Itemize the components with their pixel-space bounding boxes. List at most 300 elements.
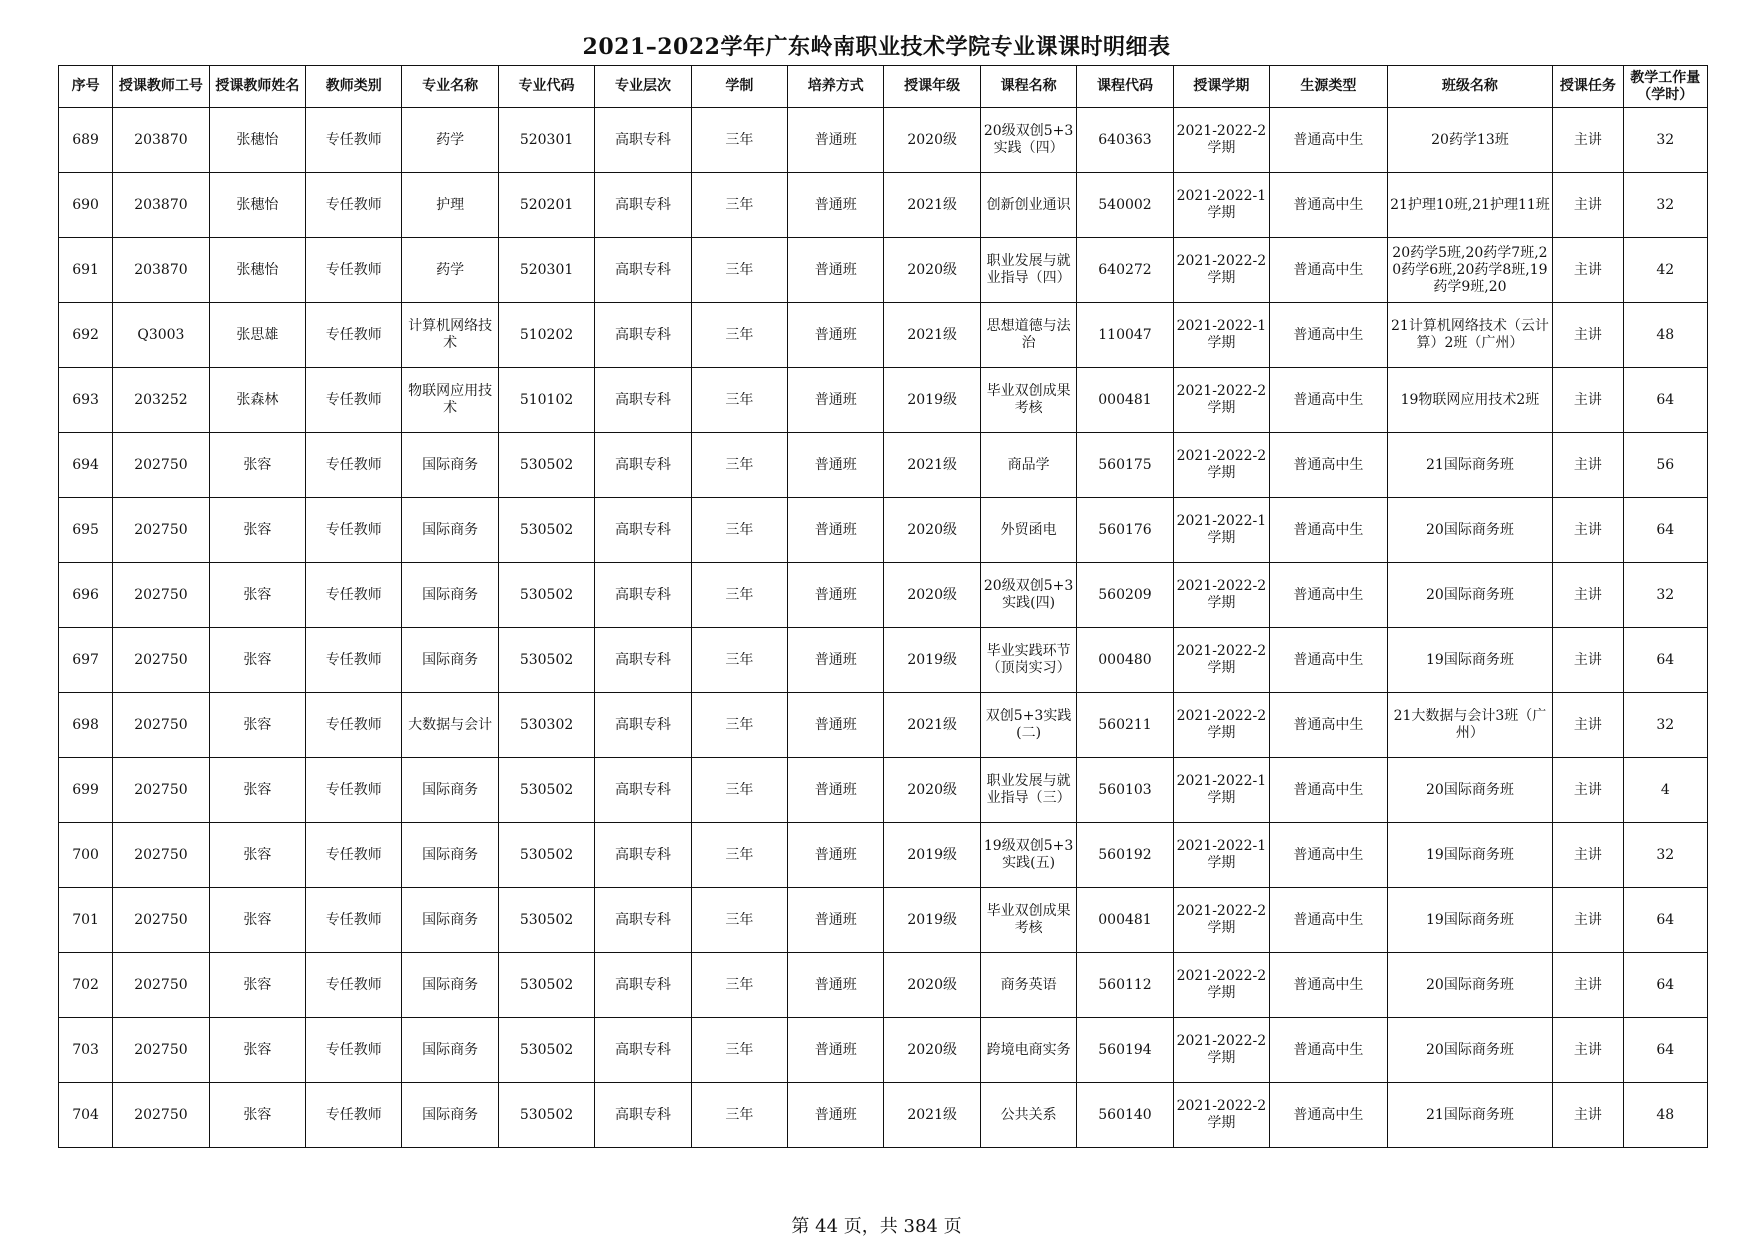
table-cell <box>691 758 787 823</box>
cell-text: 专任教师 <box>325 781 382 798</box>
table-body <box>59 108 1708 1148</box>
cell-text: 560211 <box>1098 716 1152 733</box>
table-cell <box>691 628 787 693</box>
cell-text: 张容 <box>243 456 272 473</box>
table-cell <box>59 563 113 628</box>
table-cell <box>691 888 787 953</box>
cell-text: 普通班 <box>814 391 857 408</box>
cell-text: 主讲 <box>1573 131 1602 148</box>
cell-text: 张容 <box>243 586 272 603</box>
table-cell <box>113 563 209 628</box>
table-cell <box>1173 238 1269 303</box>
table-cell <box>1077 173 1173 238</box>
table-cell <box>884 693 980 758</box>
cell-text: 普通高中生 <box>1293 1041 1364 1058</box>
cell-text: 2020级 <box>907 781 957 798</box>
table-cell <box>980 1083 1076 1148</box>
table-cell <box>113 758 209 823</box>
cell-text: 64 <box>1656 651 1675 668</box>
table-header <box>59 66 1708 108</box>
table-cell <box>306 238 402 303</box>
cell-text: 药学 <box>436 261 465 278</box>
cell-text: 专任教师 <box>325 1106 382 1123</box>
table-row <box>59 758 1708 823</box>
table-cell <box>59 758 113 823</box>
table-row <box>59 303 1708 368</box>
cell-text: 普通班 <box>814 261 857 278</box>
table-cell <box>691 173 787 238</box>
table-cell <box>1173 108 1269 173</box>
cell-text: 张容 <box>243 651 272 668</box>
cell-text: 主讲 <box>1573 1106 1602 1123</box>
cell-text: 主讲 <box>1573 976 1602 993</box>
table-cell <box>306 628 402 693</box>
cell-text: 普通高中生 <box>1293 846 1364 863</box>
cell-text: 三年 <box>725 651 754 668</box>
table-cell <box>1623 758 1707 823</box>
table-cell <box>1623 1018 1707 1083</box>
column-header: 授课教师工号 <box>113 66 209 108</box>
cell-text: 560192 <box>1098 846 1152 863</box>
cell-text: 560140 <box>1098 1106 1152 1123</box>
table-cell <box>788 758 884 823</box>
table-cell <box>113 953 209 1018</box>
cell-text: 职业发展与就业指导（三） <box>986 773 1071 806</box>
cell-text: 21护理10班,21护理11班 <box>1390 196 1550 213</box>
cell-text: 64 <box>1656 911 1675 928</box>
table-cell <box>1270 238 1387 303</box>
table-cell <box>113 368 209 433</box>
cell-text: 国际商务 <box>422 781 479 798</box>
cell-text: 64 <box>1656 391 1675 408</box>
cell-text: 202750 <box>134 521 188 538</box>
cell-text: 主讲 <box>1573 586 1602 603</box>
cell-text: 2021级 <box>907 326 957 343</box>
cell-text: 张容 <box>243 521 272 538</box>
table-cell <box>1387 108 1553 173</box>
cell-text: 704 <box>72 1106 99 1123</box>
table-cell <box>595 303 691 368</box>
table-cell <box>1173 303 1269 368</box>
table-cell <box>788 628 884 693</box>
column-header: 授课任务 <box>1553 66 1623 108</box>
table-cell <box>1623 953 1707 1018</box>
cell-text: 2021-2022-1学期 <box>1176 318 1267 351</box>
cell-text: 2021-2022-2学期 <box>1176 383 1267 416</box>
table-cell <box>691 693 787 758</box>
cell-text: 530502 <box>519 1106 574 1123</box>
cell-text: 普通班 <box>814 716 857 733</box>
table-cell <box>884 888 980 953</box>
cell-text: 国际商务 <box>422 976 479 993</box>
table-cell <box>595 238 691 303</box>
cell-text: 530302 <box>519 716 574 733</box>
table-cell <box>1623 238 1707 303</box>
table-cell <box>1387 693 1553 758</box>
table-cell <box>402 628 498 693</box>
table-cell <box>306 953 402 1018</box>
table-cell <box>498 628 594 693</box>
cell-text: 19国际商务班 <box>1426 651 1514 668</box>
cell-text: 普通高中生 <box>1293 586 1364 603</box>
table-cell <box>1270 953 1387 1018</box>
table-cell <box>788 433 884 498</box>
table-cell <box>1270 1018 1387 1083</box>
table-cell <box>1173 693 1269 758</box>
table-cell <box>498 1083 594 1148</box>
table-cell <box>1270 303 1387 368</box>
table-cell <box>788 888 884 953</box>
table-cell <box>595 1018 691 1083</box>
table-cell <box>1270 823 1387 888</box>
table-cell <box>1623 433 1707 498</box>
cell-text: 三年 <box>725 131 754 148</box>
table-cell <box>691 498 787 563</box>
cell-text: 张容 <box>243 1041 272 1058</box>
cell-text: 4 <box>1660 781 1670 798</box>
cell-text: 专任教师 <box>325 196 382 213</box>
cell-text: 三年 <box>725 521 754 538</box>
table-cell <box>788 1083 884 1148</box>
cell-text: 2021-2022-2学期 <box>1176 1098 1267 1131</box>
table-cell <box>1077 108 1173 173</box>
table-cell <box>884 173 980 238</box>
table-cell <box>209 173 305 238</box>
cell-text: 主讲 <box>1573 1041 1602 1058</box>
table-cell <box>980 1018 1076 1083</box>
cell-text: 普通班 <box>814 586 857 603</box>
cell-text: 三年 <box>725 586 754 603</box>
table-cell <box>980 238 1076 303</box>
table-cell <box>113 303 209 368</box>
cell-text: 高职专科 <box>614 326 671 343</box>
table-cell <box>1553 173 1623 238</box>
column-header: 培养方式 <box>788 66 884 108</box>
cell-text: 张穗怡 <box>236 196 279 213</box>
table-cell <box>1077 823 1173 888</box>
table-cell <box>209 758 305 823</box>
cell-text: 2019级 <box>907 846 957 863</box>
table-cell <box>59 368 113 433</box>
cell-text: 三年 <box>725 456 754 473</box>
cell-text: 双创5+3实践(二) <box>985 708 1072 741</box>
table-cell <box>691 823 787 888</box>
table-cell <box>1553 953 1623 1018</box>
table-cell <box>1270 368 1387 433</box>
table-cell <box>884 238 980 303</box>
cell-text: 专任教师 <box>325 586 382 603</box>
cell-text: 张容 <box>243 846 272 863</box>
cell-text: 专任教师 <box>325 261 382 278</box>
cell-text: 国际商务 <box>422 651 479 668</box>
table-cell <box>1387 368 1553 433</box>
table-cell <box>1623 693 1707 758</box>
table-cell <box>1270 888 1387 953</box>
table-row <box>59 953 1708 1018</box>
table-cell <box>595 563 691 628</box>
table-cell <box>1173 823 1269 888</box>
cell-text: 国际商务 <box>422 521 479 538</box>
table-cell <box>595 173 691 238</box>
table-cell <box>402 758 498 823</box>
cell-text: 普通高中生 <box>1293 911 1364 928</box>
column-header: 授课年级 <box>884 66 980 108</box>
cell-text: 商务英语 <box>1000 976 1057 993</box>
cell-text: 高职专科 <box>614 1106 671 1123</box>
table-cell <box>306 108 402 173</box>
cell-text: 高职专科 <box>614 911 671 928</box>
cell-text: 530502 <box>519 846 574 863</box>
cell-text: 48 <box>1656 326 1675 343</box>
table-cell <box>1623 303 1707 368</box>
cell-text: 689 <box>72 131 99 148</box>
table-cell <box>788 953 884 1018</box>
column-header: 学制 <box>691 66 787 108</box>
table-cell <box>402 238 498 303</box>
cell-text: 普通高中生 <box>1293 521 1364 538</box>
table-cell <box>209 628 305 693</box>
cell-text: 2020级 <box>907 261 957 278</box>
table-cell <box>884 303 980 368</box>
cell-text: 560194 <box>1098 1041 1152 1058</box>
cell-text: 691 <box>72 261 99 278</box>
table-cell <box>1553 888 1623 953</box>
table-cell <box>1077 563 1173 628</box>
table-cell <box>1173 173 1269 238</box>
cell-text: 700 <box>72 846 99 863</box>
table-cell <box>1623 823 1707 888</box>
cell-text: 主讲 <box>1573 781 1602 798</box>
cell-text: 698 <box>72 716 99 733</box>
table-cell <box>498 368 594 433</box>
table-cell <box>980 693 1076 758</box>
cell-text: 国际商务 <box>422 586 479 603</box>
table-cell <box>498 303 594 368</box>
cell-text: 000481 <box>1098 911 1152 928</box>
cell-text: 2019级 <box>907 651 957 668</box>
cell-text: 699 <box>72 781 99 798</box>
cell-text: 202750 <box>134 716 188 733</box>
cell-text: 19物联网应用技术2班 <box>1400 391 1540 408</box>
cell-text: 32 <box>1656 586 1675 603</box>
cell-text: 国际商务 <box>422 1106 479 1123</box>
cell-text: 普通班 <box>814 1106 857 1123</box>
table-cell <box>306 173 402 238</box>
cell-text: 56 <box>1656 456 1675 473</box>
column-header: 授课教师姓名 <box>209 66 305 108</box>
table-cell <box>209 693 305 758</box>
cell-text: 530502 <box>519 456 574 473</box>
cell-text: 主讲 <box>1573 651 1602 668</box>
cell-text: 2020级 <box>907 976 957 993</box>
cell-text: 高职专科 <box>614 196 671 213</box>
cell-text: 560176 <box>1098 521 1152 538</box>
table-cell <box>59 823 113 888</box>
cell-text: 000481 <box>1098 391 1152 408</box>
table-cell <box>402 173 498 238</box>
cell-text: 普通班 <box>814 196 857 213</box>
table-cell <box>595 823 691 888</box>
cell-text: 32 <box>1656 846 1675 863</box>
table-cell <box>59 628 113 693</box>
table-cell <box>788 1018 884 1083</box>
table-cell <box>59 433 113 498</box>
table-cell <box>1173 888 1269 953</box>
cell-text: 202750 <box>134 586 188 603</box>
table-cell <box>691 108 787 173</box>
table-cell <box>884 758 980 823</box>
cell-text: 697 <box>72 651 99 668</box>
table-cell <box>595 953 691 1018</box>
table-cell <box>113 238 209 303</box>
cell-text: 高职专科 <box>614 716 671 733</box>
cell-text: 高职专科 <box>614 261 671 278</box>
cell-text: 高职专科 <box>614 131 671 148</box>
table-row <box>59 498 1708 563</box>
table-cell <box>209 888 305 953</box>
cell-text: 19级双创5+3实践(五) <box>983 838 1074 871</box>
cell-text: 普通班 <box>814 521 857 538</box>
table-cell <box>1173 758 1269 823</box>
cell-text: 专任教师 <box>325 391 382 408</box>
cell-text: 张容 <box>243 976 272 993</box>
table-cell <box>595 433 691 498</box>
cell-text: 510202 <box>519 326 574 343</box>
cell-text: 普通高中生 <box>1293 261 1364 278</box>
table-cell <box>1623 108 1707 173</box>
cell-text: 203870 <box>134 196 188 213</box>
table-cell <box>306 303 402 368</box>
cell-text: 普通高中生 <box>1293 976 1364 993</box>
cell-text: 毕业双创成果考核 <box>986 903 1071 936</box>
cell-text: 694 <box>72 456 99 473</box>
cell-text: 2021级 <box>907 716 957 733</box>
table-cell <box>1623 1083 1707 1148</box>
table-cell <box>402 1018 498 1083</box>
cell-text: 普通高中生 <box>1293 716 1364 733</box>
table-cell <box>402 563 498 628</box>
table-cell <box>788 563 884 628</box>
table-row <box>59 823 1708 888</box>
cell-text: 普通高中生 <box>1293 196 1364 213</box>
cell-text: 国际商务 <box>422 1041 479 1058</box>
cell-text: 张容 <box>243 716 272 733</box>
header-row <box>59 66 1708 108</box>
table-cell <box>1623 628 1707 693</box>
cell-text: 主讲 <box>1573 196 1602 213</box>
cell-text: 普通班 <box>814 131 857 148</box>
table-cell <box>1270 433 1387 498</box>
cell-text: 高职专科 <box>614 976 671 993</box>
cell-text: 20药学13班 <box>1431 131 1509 148</box>
cell-text: 普通高中生 <box>1293 391 1364 408</box>
table-cell <box>306 1083 402 1148</box>
cell-text: 计算机网络技术 <box>408 318 493 351</box>
table-cell <box>1173 953 1269 1018</box>
cell-text: 三年 <box>725 1106 754 1123</box>
table-cell <box>1387 953 1553 1018</box>
table-cell <box>980 498 1076 563</box>
table-cell <box>1077 303 1173 368</box>
table-cell <box>1387 888 1553 953</box>
cell-text: 203870 <box>134 261 188 278</box>
cell-text: 专任教师 <box>325 1041 382 1058</box>
cell-text: 毕业双创成果考核 <box>986 383 1071 416</box>
cell-text: 普通班 <box>814 846 857 863</box>
cell-text: 普通班 <box>814 911 857 928</box>
table-cell <box>402 888 498 953</box>
column-header: 专业名称 <box>402 66 498 108</box>
cell-text: 2020级 <box>907 131 957 148</box>
cell-text: 普通班 <box>814 651 857 668</box>
table-cell <box>1387 758 1553 823</box>
table-cell <box>980 433 1076 498</box>
table-cell <box>1387 433 1553 498</box>
cell-text: 主讲 <box>1573 326 1602 343</box>
table-cell <box>306 563 402 628</box>
cell-text: 202750 <box>134 846 188 863</box>
cell-text: 药学 <box>436 131 465 148</box>
cell-text: 202750 <box>134 911 188 928</box>
cell-text: 毕业实践环节（顶岗实习） <box>986 643 1071 676</box>
cell-text: 702 <box>72 976 99 993</box>
column-header: 课程代码 <box>1077 66 1173 108</box>
table-cell <box>980 563 1076 628</box>
cell-text: 普通高中生 <box>1293 1106 1364 1123</box>
cell-text: 2021-2022-2学期 <box>1176 1033 1267 1066</box>
cell-text: 2021-2022-2学期 <box>1176 448 1267 481</box>
table-cell <box>498 433 594 498</box>
table-cell <box>1270 693 1387 758</box>
cell-text: 2021-2022-1学期 <box>1176 513 1267 546</box>
table-cell <box>113 498 209 563</box>
table-cell <box>498 173 594 238</box>
page-footer: 第 44 页，共 384 页 <box>791 1216 962 1237</box>
table-cell <box>1387 173 1553 238</box>
cell-text: 703 <box>72 1041 99 1058</box>
cell-text: 外贸函电 <box>1000 521 1057 538</box>
table-row <box>59 368 1708 433</box>
cell-text: 530502 <box>519 586 574 603</box>
cell-text: 560209 <box>1098 586 1152 603</box>
cell-text: 普通班 <box>814 326 857 343</box>
cell-text: 高职专科 <box>614 586 671 603</box>
cell-text: 跨境电商实务 <box>986 1041 1071 1058</box>
table-cell <box>402 303 498 368</box>
column-header: 教师类别 <box>306 66 402 108</box>
table-cell <box>595 498 691 563</box>
column-header: 班级名称 <box>1387 66 1553 108</box>
table-cell <box>1077 433 1173 498</box>
table-cell <box>209 108 305 173</box>
cell-text: 专任教师 <box>325 521 382 538</box>
table-cell <box>113 108 209 173</box>
table-cell <box>498 498 594 563</box>
table-cell <box>402 433 498 498</box>
table-cell <box>980 368 1076 433</box>
table-cell <box>209 1083 305 1148</box>
table-cell <box>691 1083 787 1148</box>
table-cell <box>306 823 402 888</box>
table-cell <box>884 498 980 563</box>
table-cell <box>1173 1083 1269 1148</box>
cell-text: 21大数据与会计3班（广州） <box>1393 708 1547 741</box>
table-cell <box>884 953 980 1018</box>
cell-text: 696 <box>72 586 99 603</box>
cell-text: 510102 <box>519 391 574 408</box>
cell-text: 690 <box>72 196 99 213</box>
cell-text: 20级双创5+3实践（四） <box>983 123 1074 156</box>
